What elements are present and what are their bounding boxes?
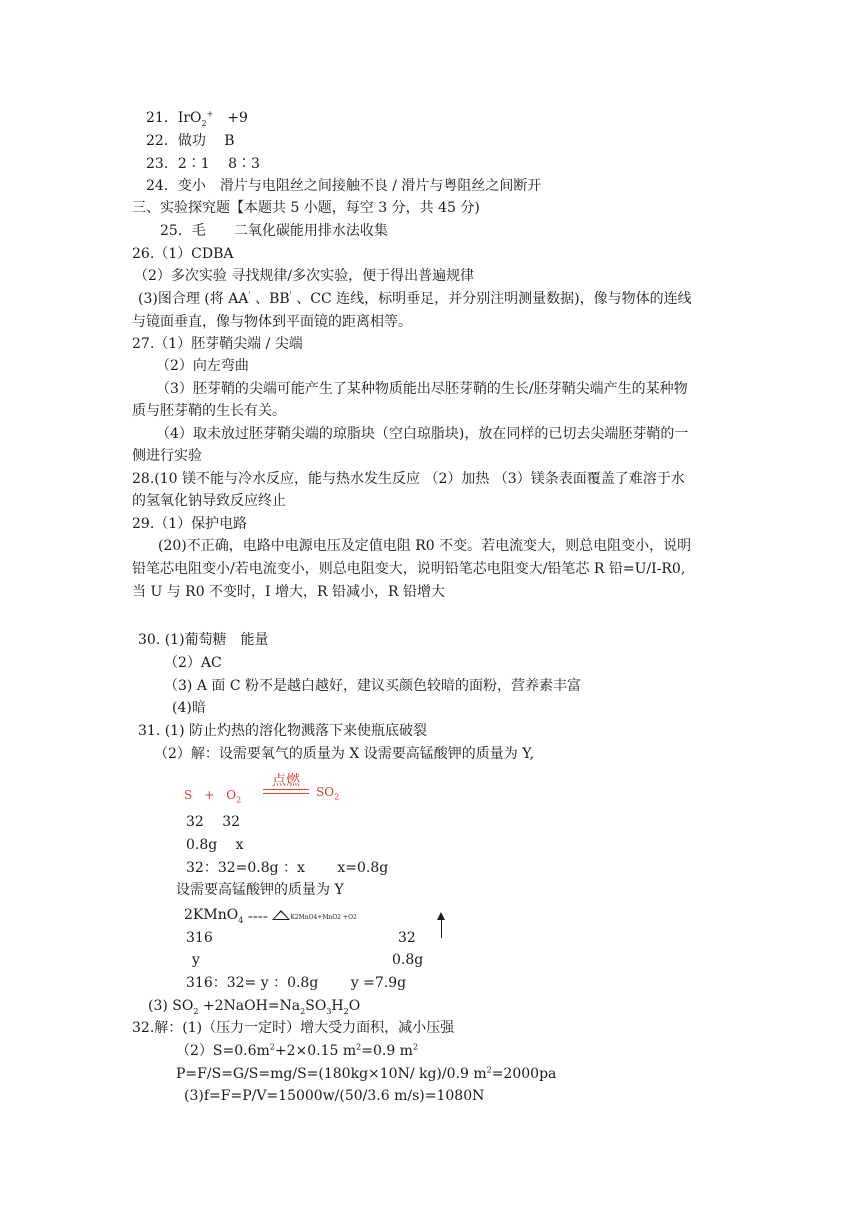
answer-30-2: （2）AC [164, 655, 222, 671]
answer-29-2: (20)不正确，电路中电源电压及定值电阻 R0 不变。若电流变大，则总电阻变小，说明 [158, 538, 692, 554]
answer-27-2: （2）向左弯曲 [156, 358, 249, 374]
set-y-statement: 设需要高锰酸钾的质量为 Y [176, 882, 344, 898]
answer-29-1: 29.（1）保护电路 [132, 516, 248, 532]
answer-32-1: 32.解：(1)（压力一定时）增大受力面积，减小压强 [132, 1020, 455, 1036]
heat-triangle-icon [272, 910, 290, 920]
answer-30-1: 30. (1)葡萄糖 能量 [138, 632, 269, 648]
equation-line-bottom [263, 793, 309, 794]
ratio2-row-1-left: 316 [186, 930, 213, 946]
answer-27-3: （3）胚芽鞘的尖端可能产生了某种物质能出尽胚芽鞘的生长/胚芽鞘尖端产生的某种物 [156, 381, 688, 397]
answer-26-1: 26.（1）CDBA [132, 246, 234, 262]
answer-31-3: (3) $SO_2$ $+2NaOH=Na_2SO_3H_2O$ [148, 998, 361, 1016]
answer-25: 25．毛 二氧化碳能用排水法收集 [160, 223, 388, 239]
answer-29-2-cont2: 当 U 与 R0 不变时，I 增大，R 铅减小，R 铅增大 [132, 584, 446, 600]
answer-28-cont: 的氢氧化钠导致反应终止 [132, 493, 286, 509]
answer-30-3: （3) A 面 C 粉不是越白越好，建议买颜色较暗的面粉，营养素丰富 [164, 678, 581, 694]
gas-up-arrow-icon [437, 912, 445, 920]
answer-28-1: 28.(10 镁不能与冷水反应，能与热水发生反应 （2）加热 （3）镁条表面覆盖了难溶于水 [132, 471, 685, 487]
answer-32-pressure: P=F/S=G/S=mg/S=(180kg×10N/ kg)/0.9 $m^2=2000pa$ [176, 1065, 557, 1082]
kmno4-equation: 2KMnO$_4$ ==== K2MnO4+MnO2 +O2 [184, 907, 357, 925]
answer-26-2: （2）多次实验 寻找规律/多次实验，便于得出普遍规律 [134, 268, 475, 284]
answer-30-4: (4)暗 [172, 700, 206, 716]
answer-26-3-cont: 与镜面垂直，像与物体到平面镜的距离相等。 [132, 314, 412, 330]
answer-21: 21．IrO$_2$+ +9 [146, 109, 248, 128]
equation-line-top [263, 789, 309, 790]
equation-reactants: S + $O_2$ [184, 788, 242, 805]
ratio-calc-2: 316：32= y ：0.8g y =7.9g [186, 975, 407, 991]
answer-32-3: (3)f=F=P/V=15000w/(50/3.6 m/s)=1080N [184, 1088, 485, 1104]
answer-24: 24．变小 滑片与电阻丝之间接触不良 / 滑片与粤阻丝之间断开 [146, 178, 542, 194]
ratio-calc-1: 32：32=0.8g ：x x=0.8g [186, 860, 389, 876]
answer-27-4: （4）取未放过胚芽鞘尖端的琼脂块（空白琼脂块)，放在同样的已切去尖端胚芽鞘的一 [156, 426, 689, 442]
answer-31-2: （2）解：设需要氧气的质量为 X 设需要高锰酸钾的质量为 Y, [154, 746, 535, 762]
answer-29-2-cont1: 铅笔芯电阻变小/若电流变小，则总电阻变大，说明铅笔芯电阻变大/铅笔芯 R 铅=U/I-R0, [132, 561, 686, 577]
ratio2-row-2-left: y [192, 952, 200, 968]
answer-22: 22．做功 B [146, 133, 235, 149]
ratio-row-2: 0.8g x [186, 837, 244, 853]
section-3-heading: 三、实验探究题【本题共 5 小题，每空 3 分，共 45 分) [132, 200, 480, 216]
answer-27-3-cont: 质与胚芽鞘的生长有关。 [132, 403, 286, 419]
answer-27-4-cont: 侧进行实验 [132, 448, 202, 464]
equation-condition-label: 点燃 [272, 773, 300, 789]
ratio2-row-1-right: 32 [398, 930, 416, 946]
answer-32-2: $(2)S=0.6m^2+2\times 0.15$ $m^2=0.9$ $m^2$ [176, 1042, 419, 1059]
ratio-row-1: 32 32 [186, 814, 241, 830]
answer-26-3: (3)图合理 (将 AA' 、BB' 、CC 连线，标明垂足，并分别注明测量数据)，像与物体的连线 [138, 290, 692, 307]
ratio2-row-2-right: 0.8g [392, 952, 424, 968]
equation-product: $SO_2$ [316, 785, 340, 802]
answer-31-1: 31. (1) 防止灼热的溶化物溅落下来使瓶底破裂 [138, 723, 427, 739]
gas-arrow-shaft [441, 918, 442, 938]
answer-27-1: 27.（1）胚芽鞘尖端 / 尖端 [132, 336, 303, 352]
answer-23: 23．2∶1 8∶3 [146, 156, 260, 172]
